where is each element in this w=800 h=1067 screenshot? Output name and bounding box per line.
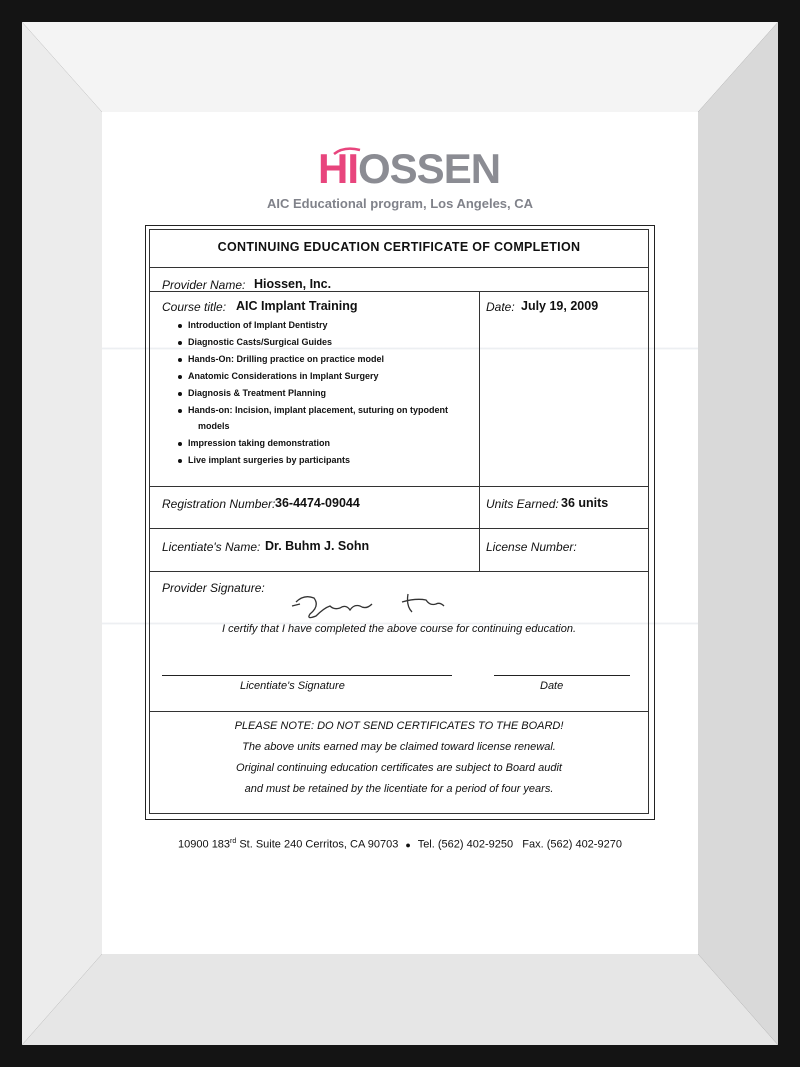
footer-tel: Tel. (562) 402-9250 [417, 838, 514, 851]
footer-fax: Fax. (562) 402-9270 [522, 838, 622, 851]
date-signature-label: Date [540, 680, 564, 692]
topic-item: Anatomic Considerations in Implant Surgery [178, 371, 379, 381]
licentiate-name-value: Dr. Buhm J. Sohn [265, 539, 370, 553]
provider-signature-label: Provider Signature: [162, 581, 265, 595]
certification-statement: I certify that I have completed the above course for continuing education. [221, 623, 577, 635]
topic-item: Live implant surgeries by participants [178, 455, 350, 465]
licentiate-name-label: Licentiate's Name: [162, 540, 261, 554]
logo-swoosh-icon [332, 146, 362, 156]
provider-signature [290, 584, 460, 624]
date-signature-line [494, 675, 630, 676]
licentiate-signature-line [162, 675, 452, 676]
divider [149, 711, 649, 712]
divider [149, 528, 649, 529]
units-earned-label: Units Earned: [486, 497, 559, 511]
units-earned-value: 36 units [561, 496, 609, 510]
divider [149, 571, 649, 572]
topic-item: Introduction of Implant Dentistry [178, 320, 328, 330]
topic-item: Diagnosis & Treatment Planning [178, 388, 326, 398]
note-line: and must be retained by the licentiate for a period of four years. [244, 783, 554, 795]
course-title-label: Course title: [162, 300, 227, 314]
license-number-label: License Number: [486, 540, 577, 554]
program-subheading: AIC Educational program, Los Angeles, CA [266, 196, 534, 211]
registration-number-label: Registration Number: [162, 497, 276, 511]
divider [149, 267, 649, 268]
provider-name-label: Provider Name: [162, 278, 246, 292]
topic-item: Diagnostic Casts/Surgical Guides [178, 337, 332, 347]
date-value: July 19, 2009 [521, 299, 599, 313]
note-line: The above units earned may be claimed toward license renewal. [242, 741, 556, 753]
course-title-value: AIC Implant Training [236, 299, 358, 313]
hiossen-logo: HIOSSEN [318, 145, 501, 192]
licentiate-signature-label: Licentiate's Signature [240, 680, 345, 692]
topic-item-continued: models [198, 421, 230, 431]
topic-item: Hands-on: Incision, implant placement, suturing on typodent [178, 405, 448, 415]
registration-number-value: 36-4474-09044 [275, 496, 360, 510]
topic-item: Hands-On: Drilling practice on practice model [178, 354, 384, 364]
note-line: PLEASE NOTE: DO NOT SEND CERTIFICATES TO THE BOARD! [234, 720, 564, 732]
footer-contact: 10900 183rd St. Suite 240 Cerritos, CA 90703 ● Tel. (562) 402-9250 Fax. (562) 402-9270 [178, 838, 622, 851]
certificate-title: CONTINUING EDUCATION CERTIFICATE OF COMPLETION [217, 240, 581, 254]
divider [149, 486, 649, 487]
note-line: Original continuing education certificates are subject to Board audit [236, 762, 562, 774]
provider-name-value: Hiossen, Inc. [254, 277, 332, 291]
column-divider [479, 291, 480, 571]
date-label: Date: [486, 300, 515, 314]
topic-item: Impression taking demonstration [178, 438, 330, 448]
